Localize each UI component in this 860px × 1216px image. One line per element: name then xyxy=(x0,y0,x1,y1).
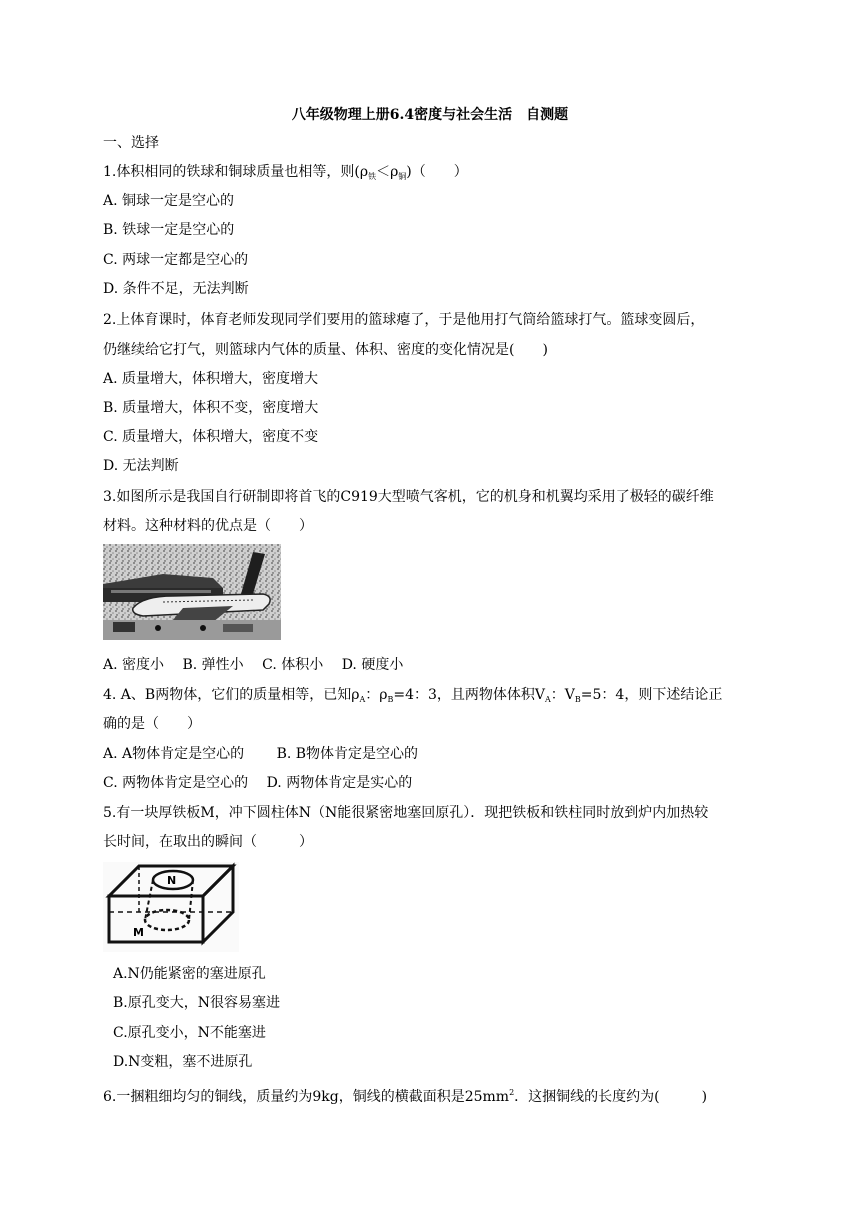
question-3-option-d[interactable]: D. 硬度小 xyxy=(341,657,404,673)
iron-plate-drawing xyxy=(103,862,239,952)
question-3-stem-line2: 材料。这种材料的优点是（ ） xyxy=(103,518,313,534)
question-3-option-a[interactable]: A. 密度小 xyxy=(103,657,165,673)
question-1-option-b[interactable]: B. 铁球一定是空心的 xyxy=(103,222,235,238)
question-5-option-c[interactable]: C.原孔变小，N不能塞进 xyxy=(113,1025,266,1041)
question-3-option-b[interactable]: B. 弹性小 xyxy=(182,657,244,673)
question-2-stem-line2: 仍继续给它打气，则篮球内气体的质量、体积、密度的变化情况是( ) xyxy=(103,342,548,358)
question-3-stem-line1: 3.如图所示是我国自行研制即将首飞的C919大型喷气客机，它的机身和机翼均采用了极轻的碳纤维 xyxy=(103,489,714,505)
airplane-image xyxy=(103,544,281,640)
question-2-option-b[interactable]: B. 质量增大，体积不变，密度增大 xyxy=(103,400,319,416)
question-3-option-c[interactable]: C. 体积小 xyxy=(262,657,324,673)
question-1-option-a[interactable]: A. 铜球一定是空心的 xyxy=(103,193,235,209)
iron-plate-figure xyxy=(103,862,239,952)
question-4-stem-line2: 确的是（ ） xyxy=(103,716,201,732)
question-4-options-row2 xyxy=(103,773,412,793)
question-5-option-b[interactable]: B.原孔变大，N很容易塞进 xyxy=(113,995,280,1011)
question-4-option-d[interactable]: D. 两物体肯定是实心的 xyxy=(266,775,413,791)
question-1-option-d[interactable]: D. 条件不足，无法判断 xyxy=(103,281,249,297)
question-2-option-c[interactable]: C. 质量增大，体积增大，密度不变 xyxy=(103,429,319,445)
question-4-option-c[interactable]: C. 两物体肯定是空心的 xyxy=(103,775,249,791)
question-4-option-a[interactable]: A. A物体肯定是空心的 xyxy=(103,746,245,762)
question-4-stem-line1: 4. A、B两物体，它们的质量相等，已知$\rho_A$：$\rho_B=4$：3，且两物体体积$V_A$：$V_B=5$：4，则下述结论正 xyxy=(103,687,723,704)
question-4-option-b[interactable]: B. B物体肯定是空心的 xyxy=(276,746,419,762)
question-2-option-d[interactable]: D. 无法判断 xyxy=(103,458,179,474)
c919-airplane-photo xyxy=(103,544,281,640)
question-2-option-a[interactable]: A. 质量增大，体积增大，密度增大 xyxy=(103,371,319,387)
question-5-stem-line2: 长时间，在取出的瞬间（ ） xyxy=(103,834,313,850)
question-5-stem-line1: 5.有一块厚铁板M，冲下圆柱体N（N能很紧密地塞回原孔）．现把铁板和铁柱同时放到炉内加热较 xyxy=(103,805,709,821)
section-heading: 一、选择 xyxy=(103,135,159,151)
question-6-stem: 6.一捆粗细均匀的铜线，质量约为9kg，铜线的横截面积是$25mm^2$．这捆铜线的长度约为( ) xyxy=(103,1088,708,1105)
question-2-stem-line1: 2.上体育课时，体育老师发现同学们要用的篮球瘪了，于是他用打气筒给篮球打气。篮球变圆后， xyxy=(103,312,705,328)
question-3-options xyxy=(103,655,403,675)
page-title: 八年级物理上册6.4密度与社会生活 自测题 xyxy=(291,107,569,123)
label-m: M xyxy=(133,926,144,939)
question-5-option-d[interactable]: D.N变粗，塞不进原孔 xyxy=(113,1054,253,1070)
label-n: N xyxy=(167,874,177,887)
question-1-stem: 1.体积相同的铁球和铜球质量也相等，则$(\rho_铁<\rho_铜)$（ ） xyxy=(103,164,468,181)
question-4-options-row1 xyxy=(103,744,418,764)
question-1-option-c[interactable]: C. 两球一定都是空心的 xyxy=(103,252,249,268)
question-5-option-a[interactable]: A.N仍能紧密的塞进原孔 xyxy=(113,966,266,982)
